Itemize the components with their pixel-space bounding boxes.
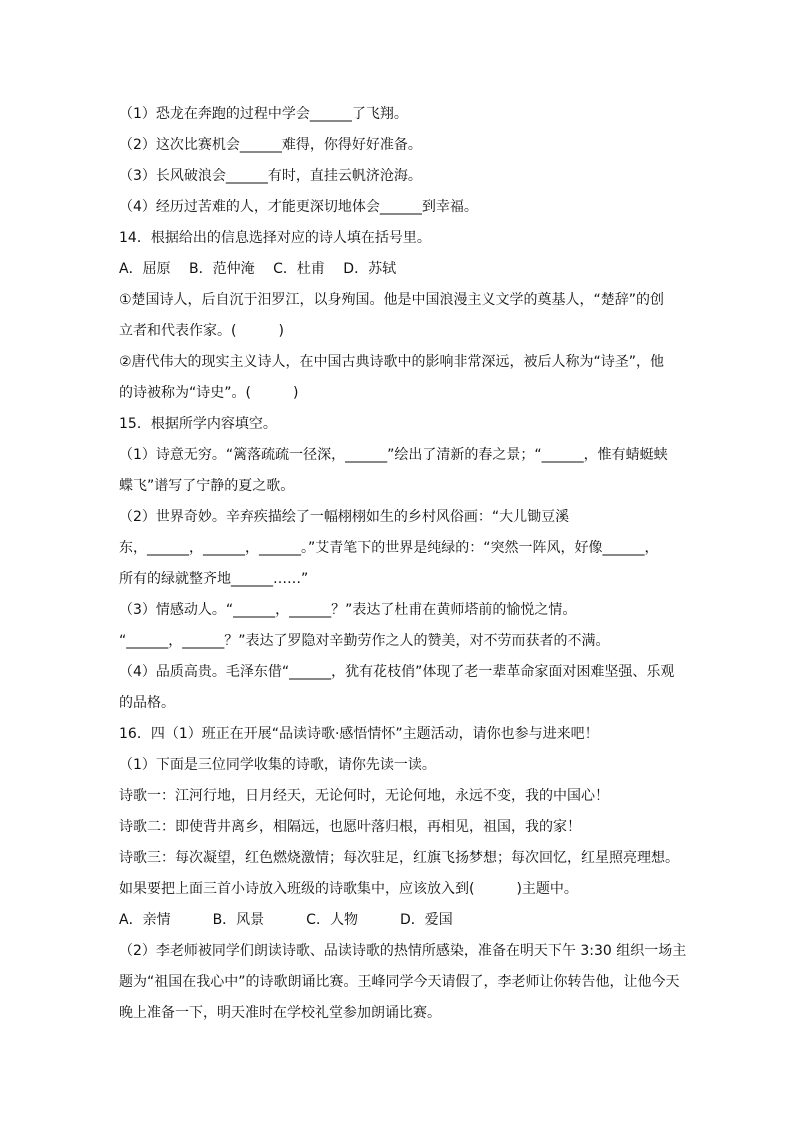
q16-part-2-line-3: 晚上准备一下，明天准时在学校礼堂参加朗诵比赛。 — [119, 1005, 441, 1021]
q16-poem-3: 诗歌三：每次凝望，红色燃烧激情；每次驻足，红旗飞扬梦想；每次回忆，红星照亮理想。 — [119, 850, 679, 866]
q13-item-4: （4）经历过苦难的人，才能更深切地体会______到幸福。 — [119, 199, 478, 215]
q16-poem-2: 诗歌二：即使背井离乡，相隔远，也愿叶落归根，再相见，祖国，我的家！ — [119, 819, 581, 835]
q14-item-1-line-1: ①楚国诗人，后自沉于汨罗江，以身殉国。他是中国浪漫主义文学的奠基人，“楚辞”的创 — [119, 292, 665, 308]
q15-part-4-line-2: 的品格。 — [119, 695, 175, 711]
q15-part-3-line-1: （3）情感动人。“______，______？”表达了杜甫在黄师塔前的愉悦之情。 — [119, 602, 577, 618]
q14-item-2-line-2: 的诗被称为“诗史”。( ) — [119, 385, 299, 401]
q16-part-1-intro: （1）下面是三位同学收集的诗歌，请你先读一读。 — [119, 757, 436, 773]
q16-part-2-line-2: 题为“祖国在我心中”的诗歌朗诵比赛。王峰同学今天请假了，李老师让你转告他，让他今天 — [119, 974, 680, 990]
q16-part-1-question: 如果要把上面三首小诗放入班级的诗歌集中，应该放入到( )主题中。 — [119, 881, 578, 897]
q14-options: A．屈原 B．范仲淹 C．杜甫 D．苏轼 — [119, 261, 397, 277]
q15-part-2-line-1: （2）世界奇妙。辛弃疾描绘了一幅栩栩如生的乡村风俗画：“大儿锄豆溪 — [119, 509, 570, 525]
q13-item-2: （2）这次比赛机会______难得，你得好好准备。 — [119, 137, 422, 153]
q14-item-1-line-2: 立者和代表作家。( ) — [119, 323, 284, 339]
q15-part-1-line-1: （1）诗意无穷。“篱落疏疏一径深，______”绘出了清新的春之景；“______，惟有蜻蜓蛱 — [119, 447, 668, 463]
q16-part-1-options: A．亲情 B．风景 C．人物 D．爱国 — [119, 912, 453, 928]
q13-item-1: （1）恐龙在奔跑的过程中学会______了飞翔。 — [119, 106, 408, 122]
q15-part-3-line-2: “______，______？”表达了罗隐对辛勤劳作之人的赞美，对不劳而获者的不满。 — [119, 633, 610, 649]
q14-item-2-line-1: ②唐代伟大的现实主义诗人，在中国古典诗歌中的影响非常深远，被后人称为“诗圣”，他 — [119, 354, 665, 370]
q16-stem: 16．四（1）班正在开展“品读诗歌·感悟情怀”主题活动，请你也参与进来吧！ — [119, 726, 599, 742]
q15-stem: 15．根据所学内容填空。 — [119, 416, 277, 432]
q14-stem: 14．根据给出的信息选择对应的诗人填在括号里。 — [119, 230, 431, 246]
q16-poem-1: 诗歌一：江河行地，日月经天，无论何时，无论何地，永远不变，我的中国心！ — [119, 788, 609, 804]
q13-item-3: （3）长风破浪会______有时，直挂云帆济沧海。 — [119, 168, 422, 184]
q15-part-4-line-1: （4）品质高贵。毛泽东借“______，犹有花枝俏”体现了老一辈革命家面对困难坚强、乐观 — [119, 664, 675, 680]
q15-part-1-line-2: 蝶飞”谱写了宁静的夏之歌。 — [119, 478, 295, 494]
q16-part-2-line-1: （2）李老师被同学们朗读诗歌、品读诗歌的热情所感染，准备在明天下午 3:30 组织一场主 — [119, 943, 687, 959]
q15-part-2-line-3: 所有的绿就整齐地______……” — [119, 571, 309, 587]
q15-part-2-line-2: 东，______，______，______。”艾青笔下的世界是纯绿的：“突然一阵风，好像______， — [119, 540, 659, 556]
